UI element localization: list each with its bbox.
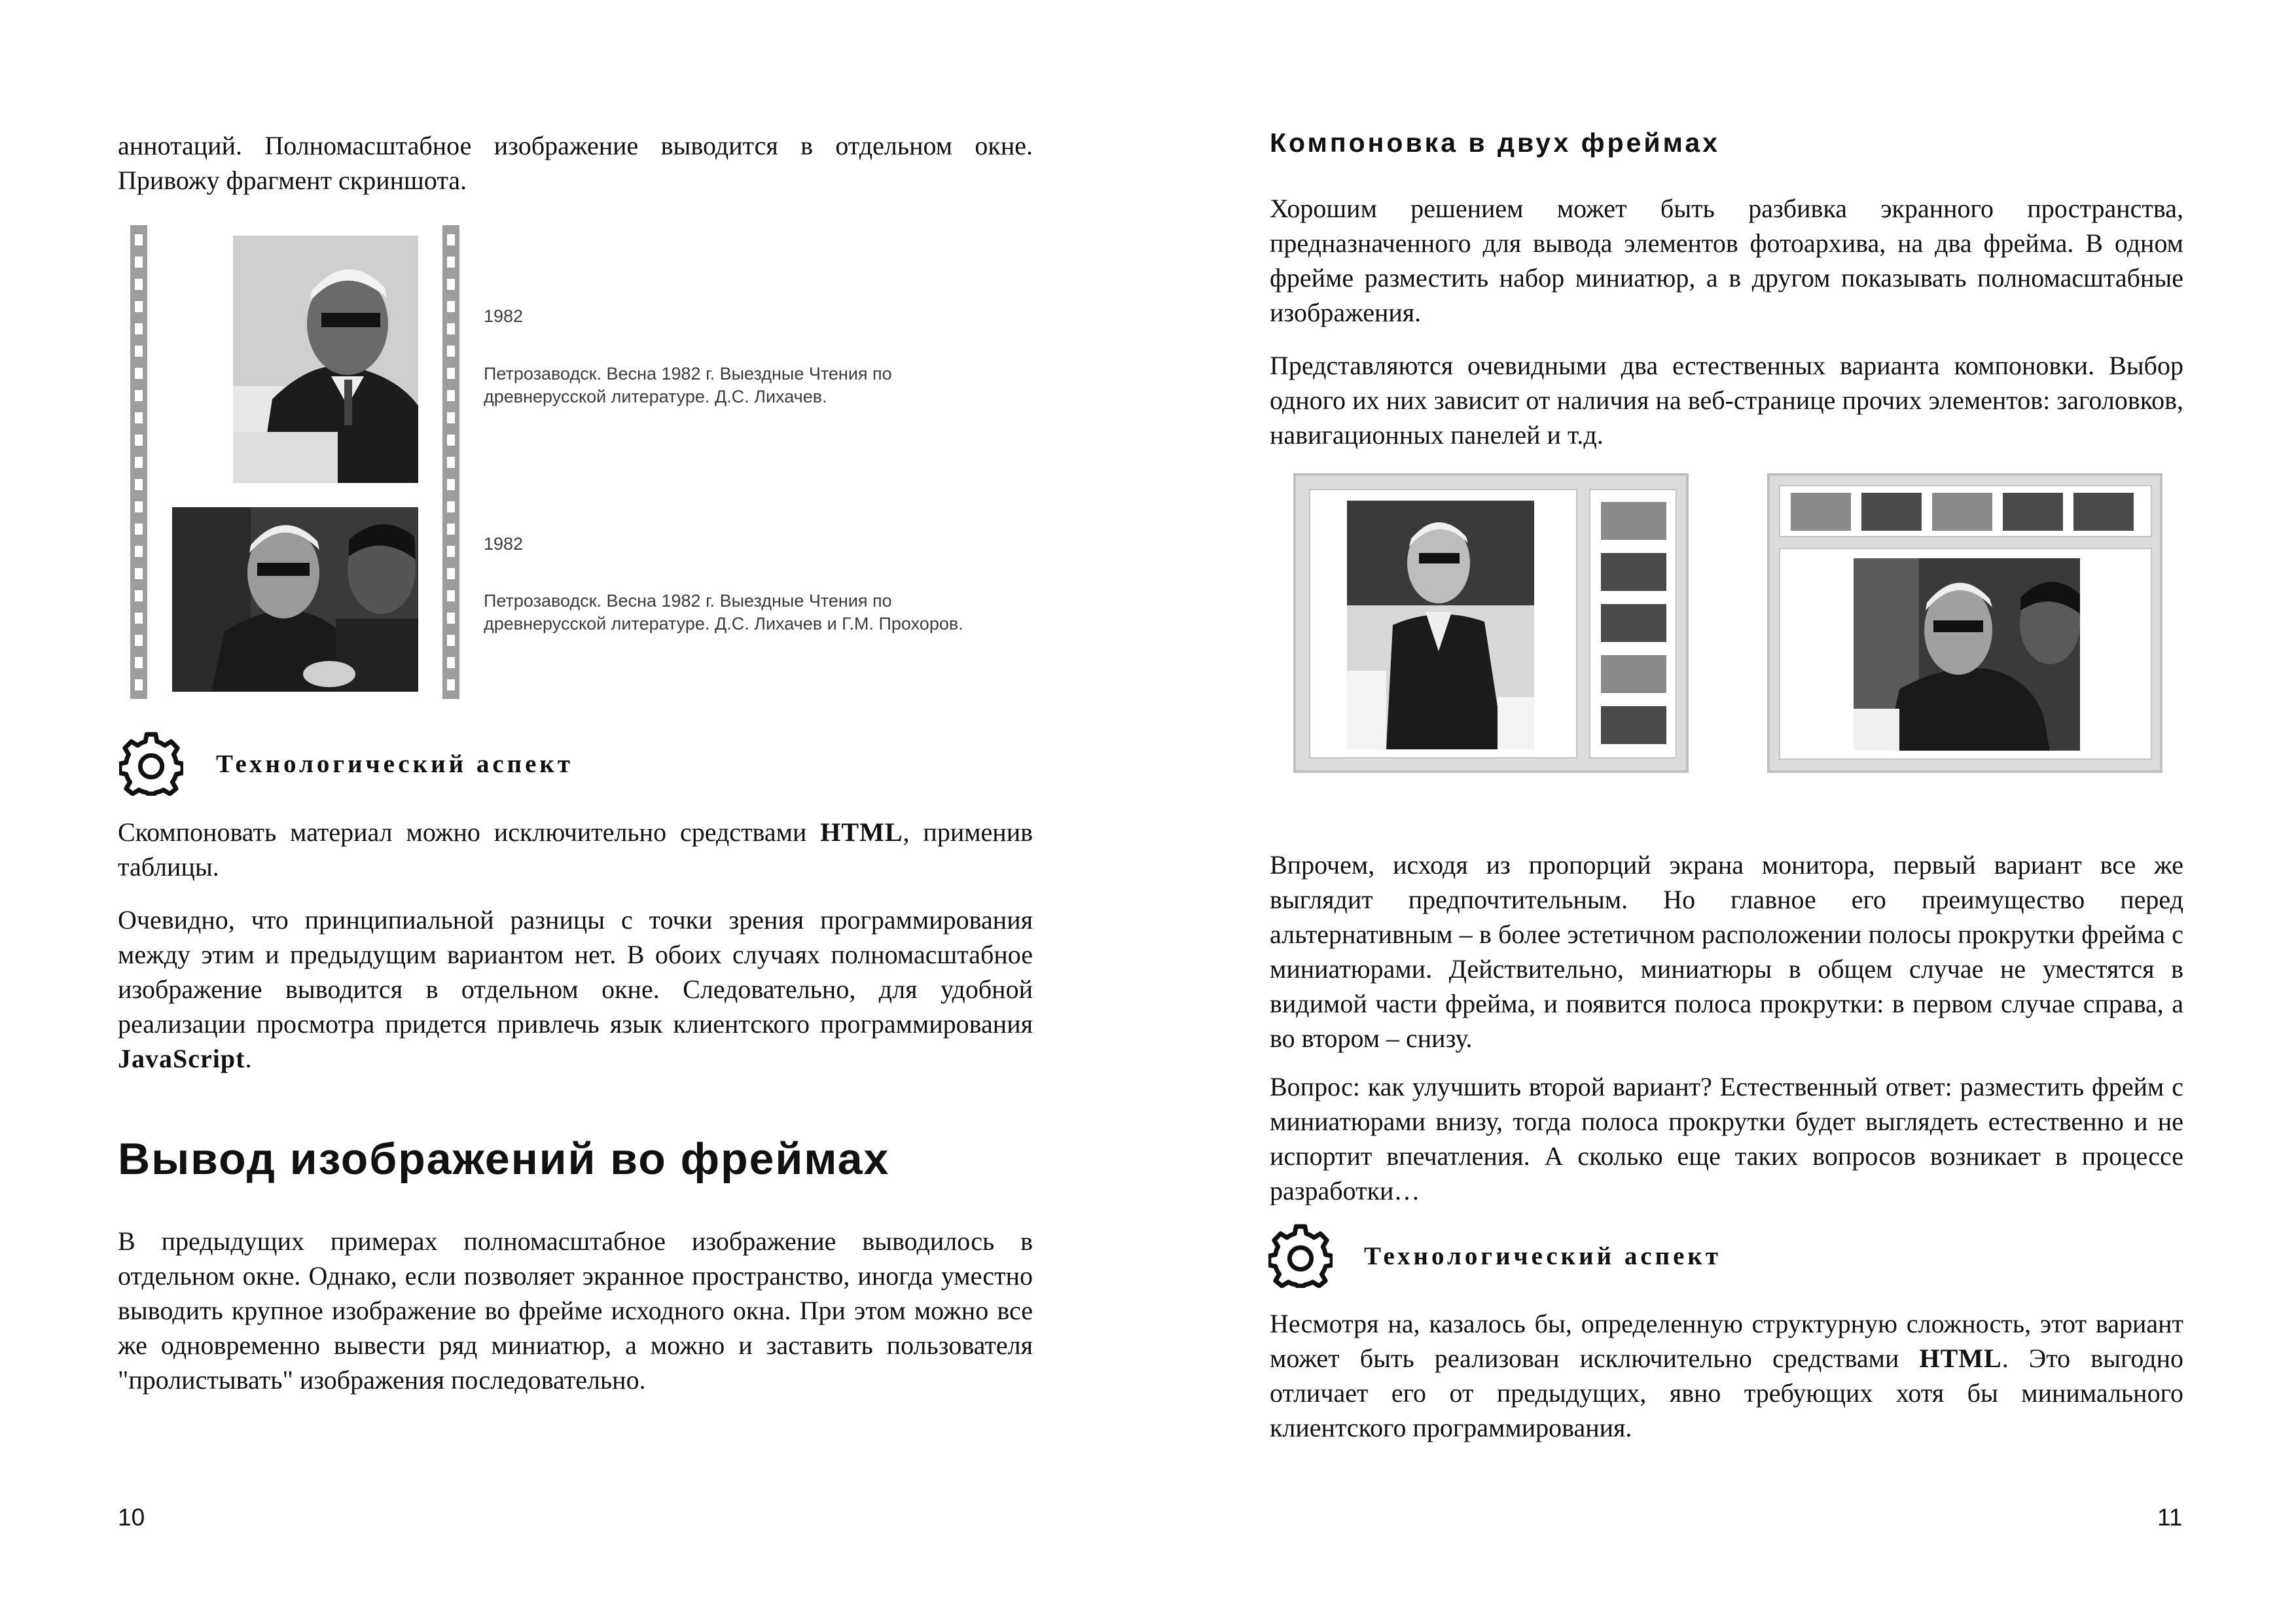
thumbnail[interactable] [2073,493,2134,531]
page-number: 11 [2157,1504,2183,1531]
photo-caption: Петрозаводск. Весна 1982 г. Выездные Чтения по древнерусской литературе. Д.С. Лихачев. [484,364,892,406]
keyword-html: HTML [820,817,903,847]
paragraph-scrollbar: Впрочем, исходя из пропорций экрана монитора, первый вариант все же выглядит предпочтительным. Но главное его преимущество перед альтернативным – в более эстетичном расположении полосы прокрутки фрейма с миниатюрами. Действительно, миниатюры в общем случае не уместятся в видимой части фрейма, и появится полоса прокрутки: в первом случае справа, а во втором – снизу. [1270,850,2183,1053]
photo-year: 1982 [484,306,524,326]
thumbnail[interactable] [1932,493,1992,531]
photo-caption: Петрозаводск. Весна 1982 г. Выездные Чтения по древнерусской литературе. Д.С. Лихачев и Г.М. Прохоров. [484,591,963,633]
thumbnail[interactable] [1791,493,1851,531]
layout-scheme-vertical [1293,473,1689,773]
keyword-javascript: JavaScript [118,1044,245,1073]
photo-year: 1982 [484,534,524,554]
filmstrip-left [130,225,147,699]
paragraph-variants: Представляются очевидными два естественных варианта компоновки. Выбор одного их них зависит от наличия на веб-странице прочих элементов: заголовков, навигационных панелей и т.д. [1270,351,2183,450]
thumbnail[interactable] [1601,706,1666,744]
main-frame [1779,548,2152,760]
thumbnail[interactable] [2003,493,2063,531]
gear-icon [1268,1224,1333,1288]
full-photo [1347,501,1534,749]
paragraph-html-only: Несмотря на, казалось бы, определенную структурную сложность, этот вариант может быть реализован исключительно средствами HTML. Это выгодно отличает его от предыдущих, явно требующих хотя бы минимального клиентского программирования. [1270,1309,2184,1442]
main-frame [1309,489,1577,758]
intro-paragraph: аннотаций. Полномасштабное изображение выводится в отдельном окне. Привожу фрагмент скриншота. [118,131,1033,195]
thumbnail-frame [1589,489,1677,758]
thumbnail[interactable] [1601,604,1666,642]
gear-icon [119,732,183,796]
layout-scheme-horizontal [1767,473,2162,773]
section-title: Компоновка в двух фреймах [1270,128,1721,158]
chapter-title: Вывод изображений во фреймах [118,1134,890,1184]
keyword-html: HTML [1919,1344,2002,1373]
paragraph-javascript: Очевидно, что принципиальной разницы с точки зрения программирования между этим и предыдущим вариантом нет. В обоих случаях полномасштабное изображение выводится в отдельном окне. Следовательно, для удобной реализации просмотра придется привлечь язык клиентского программирования JavaScript. [118,905,1033,1073]
thumbnail[interactable] [1601,553,1666,591]
tech-aspect-title: Технологический аспект [216,750,574,778]
paragraph-question: Вопрос: как улучшить второй вариант? Естественный ответ: разместить фрейм с миниатюрами внизу, тогда полоса прокрутки будет выглядеть естественно и не испортит впечатления. А сколько еще таких вопросов возникает в процессе разработки… [1270,1072,2183,1205]
photo-thumbnail[interactable] [172,507,418,692]
thumbnail-frame [1779,485,2152,537]
paragraph-frames-intro: В предыдущих примерах полномасштабное изображение выводилось в отдельном окне. Однако, если позволяет экранное пространство, иногда уместно выводить крупное изображение во фрейме исходного окна. При этом можно все же одновременно вывести ряд миниатюр, а можно и заставить пользователя "пролистывать" изображения последовательно. [118,1226,1033,1395]
filmstrip-right [442,225,459,699]
thumbnail[interactable] [1601,655,1666,693]
tech-aspect-title: Технологический аспект [1364,1242,1722,1270]
photo-thumbnail[interactable] [233,236,418,483]
paragraph-two-frames: Хорошим решением может быть разбивка экранного пространства, предназначенного для вывода элементов фотоархива, на два фрейма. В одном фрейме разместить набор миниатюр, а в другом показывать полномасштабные изображения. [1270,194,2183,327]
full-photo [1854,558,2080,751]
page-number: 10 [118,1504,145,1531]
thumbnail[interactable] [1601,502,1666,540]
right-page [1148,0,2296,1623]
thumbnail[interactable] [1861,493,1922,531]
paragraph-html-tables: Скомпоновать материал можно исключительно средствами HTML, применив таблицы. [118,817,1033,882]
